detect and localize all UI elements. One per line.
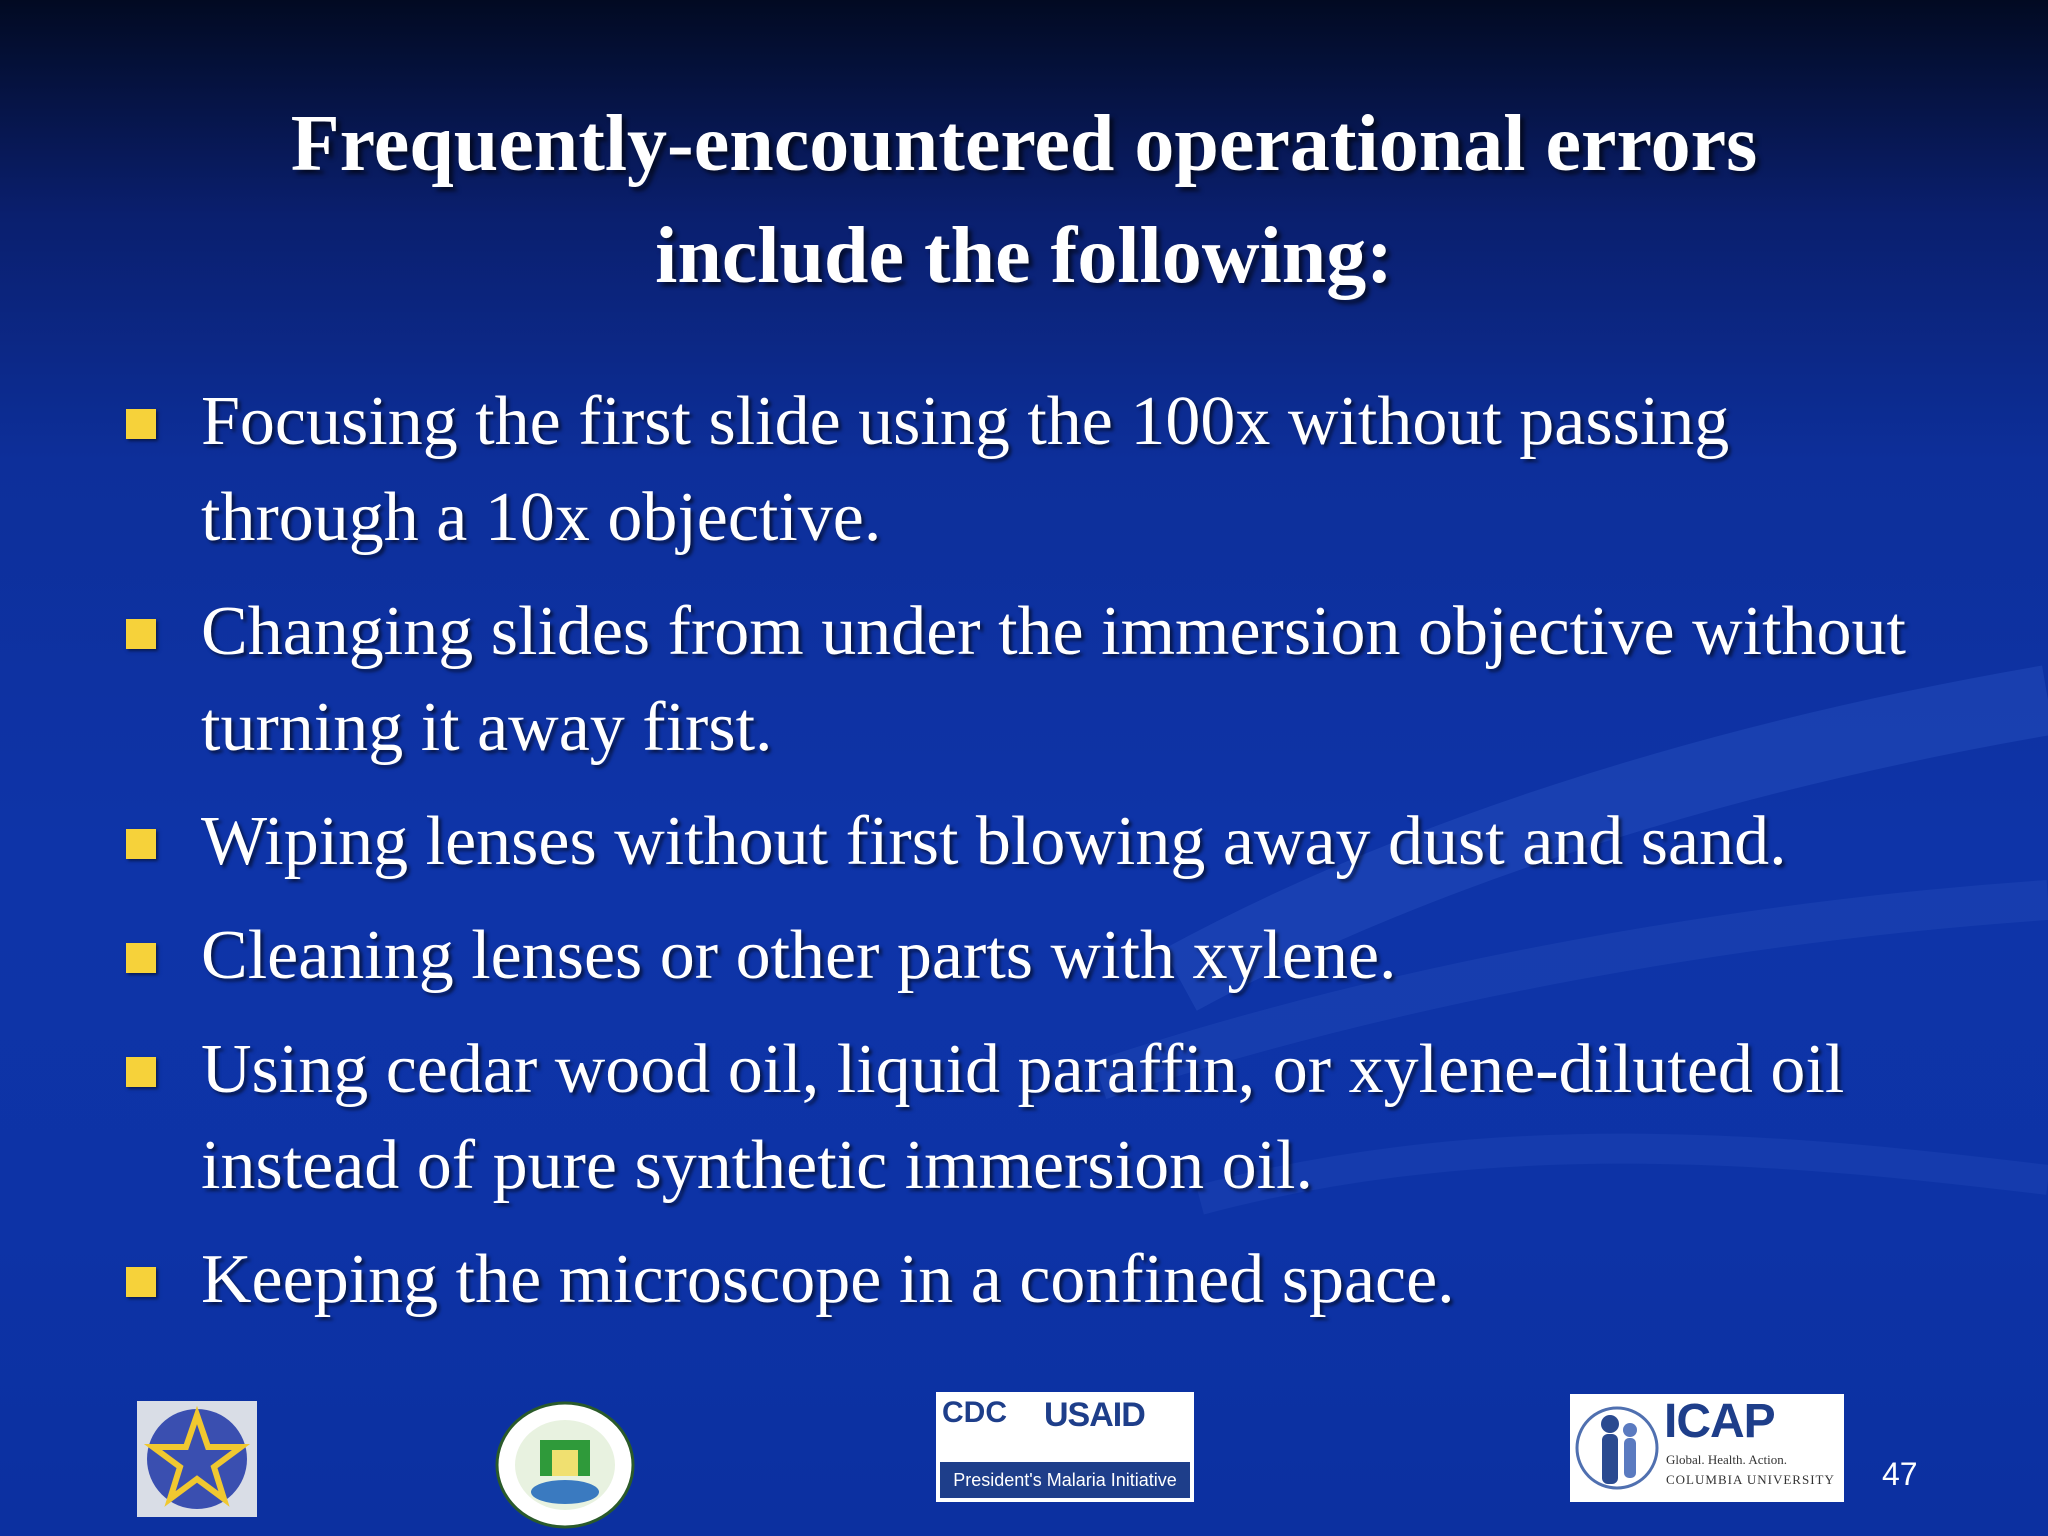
square-bullet-icon xyxy=(126,1057,156,1087)
cdc-logo-text: CDC xyxy=(942,1396,1007,1429)
square-bullet-icon xyxy=(126,1267,156,1297)
bullet-text: Using cedar wood oil, liquid paraffin, or xylene-diluted oil instead of pure synthetic immersion oil. xyxy=(201,1031,1845,1204)
bullet-text: Wiping lenses without first blowing away dust and sand. xyxy=(201,803,1787,880)
page-number: 47 xyxy=(1882,1456,1918,1492)
icap-tagline: Global. Health. Action. xyxy=(1666,1452,1787,1467)
square-bullet-icon xyxy=(126,619,156,649)
icap-logo xyxy=(1570,1394,1844,1502)
slide-title-line-1: Frequently-encountered operational errors xyxy=(290,100,1758,188)
bullet-item xyxy=(126,1232,1906,1328)
ministry-seal-logo xyxy=(494,1400,637,1530)
bullet-list xyxy=(126,374,1906,1346)
square-bullet-icon xyxy=(126,409,156,439)
bullet-text: Changing slides from under the immersion objective without turning it away first. xyxy=(201,593,1906,766)
slide-title xyxy=(0,88,2048,312)
bullet-item xyxy=(126,908,1906,1004)
square-bullet-icon xyxy=(126,829,156,859)
icap-university: COLUMBIA UNIVERSITY xyxy=(1666,1472,1835,1487)
cdc-usaid-pmi-logo xyxy=(936,1392,1194,1502)
bullet-item xyxy=(126,1022,1906,1214)
bullet-item xyxy=(126,374,1906,566)
ethiopia-emblem-logo xyxy=(137,1401,257,1517)
icap-logo-text: ICAP xyxy=(1664,1395,1775,1448)
bullet-text: Focusing the first slide using the 100x without passing through a 10x objective. xyxy=(201,383,1730,556)
bullet-item xyxy=(126,584,1906,776)
bullet-text: Cleaning lenses or other parts with xylene. xyxy=(201,917,1397,994)
bullet-text: Keeping the microscope in a confined space. xyxy=(201,1241,1455,1318)
square-bullet-icon xyxy=(126,943,156,973)
bullet-item xyxy=(126,794,1906,890)
pmi-banner: President's Malaria Initiative xyxy=(940,1462,1190,1498)
slide-title-line-2: include the following: xyxy=(655,212,1393,300)
usaid-logo-text: USAID xyxy=(1044,1396,1145,1434)
